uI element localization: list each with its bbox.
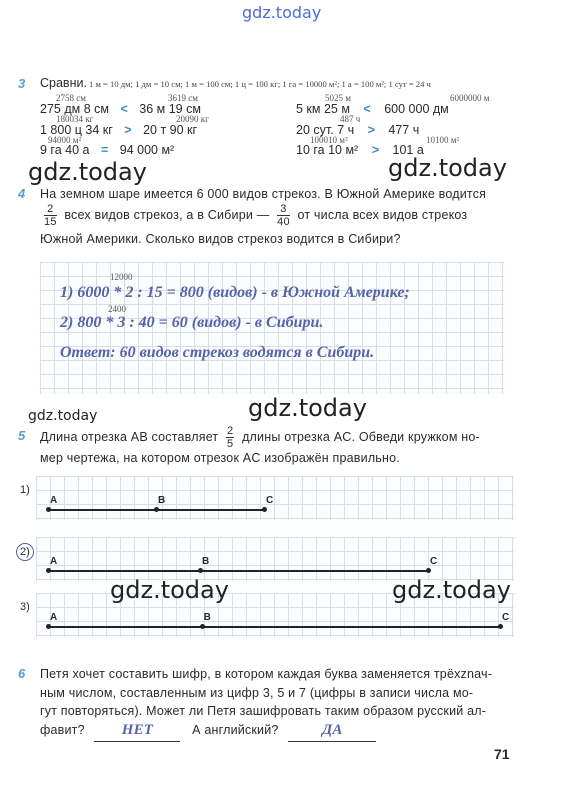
task3-left-note: 2758 см [56,93,86,103]
task4-line1: На земном шаре имеется 6 000 видов стрекоз. В Южной Америке водится [40,187,487,201]
fraction-denominator: 5 [227,438,234,450]
watermark: gdz.today [388,154,507,182]
point-a [46,624,51,629]
fraction-numerator: 2 [227,425,234,437]
answer-line: 1) 6000 * 2 : 15 = 800 (видов) - в Южной Америке; [60,284,410,301]
task3-right-row [296,102,449,116]
task3-right-note: 100010 м² [310,135,348,145]
task3-left-value-b: 94 000 м² [119,143,175,157]
task4-line2-text: всех видов стрекоз, а в Сибири — [64,207,270,222]
task3-left-note: 20090 кг [176,114,209,124]
point-label-a: A [50,556,58,567]
point-label-c: C [430,556,438,567]
compare-sign: > [124,123,132,137]
drawing-number[interactable]: 1) [20,484,30,496]
calc-note: 12000 [110,272,133,282]
task3-right-note: 6000000 м [450,93,490,103]
task3-left-value-a: 275 дм 8 см [40,102,109,116]
task3-left-value-b: 20 т 90 кг [143,123,198,137]
answer-value: НЕТ [121,722,154,738]
compare-sign: < [120,102,128,116]
task3-left-note: 94000 м² [48,135,82,145]
point-a [46,507,51,512]
point-label-b: B [203,612,211,623]
watermark: gdz.today [392,576,511,604]
fraction-denominator: 40 [277,216,290,228]
task4-number: 4 [18,186,26,201]
task4-line2-text: от числа всех видов стрекоз [297,207,468,222]
task3-left-value-b: 36 м 19 см [139,102,201,116]
segment-ac [48,570,428,572]
compare-sign: > [371,143,380,157]
drawing-grid [36,537,514,581]
point-label-c: C [502,612,510,623]
task3-right-note: 5025 м [325,93,351,103]
task4-line3: Южной Америки. Сколько видов стрекоз водится в Сибири? [40,232,401,246]
task6-line: Петя хочет составить шифр, в котором каждая буква заменяется трёхznач- [40,667,493,681]
top-watermark: gdz.today [242,3,322,22]
task3-right-value-a: 10 га 10 м² [296,143,359,157]
drawing-number[interactable]: 2) [16,543,34,561]
point-label-b: B [158,495,166,506]
drawing-number[interactable]: 3) [20,601,30,613]
compare-sign: = [100,143,109,157]
segment-ac [48,626,500,628]
point-c [498,624,503,629]
task3-left-note: 180034 кг [56,114,94,124]
fraction-numerator: 2 [44,203,57,216]
page-number: 71 [494,746,510,762]
answer-field [94,720,180,742]
calc-note: 2400 [108,304,126,314]
task3-right-note: 10100 м² [426,135,460,145]
point-label-c: C [266,495,274,506]
task5-line1-text: Длина отрезка AB составляет [40,429,219,444]
task5-line1-text: длины отрезка AC. Обведи кружком но- [242,429,480,444]
task6-question: А английский? [192,723,279,737]
fraction [44,203,57,228]
task4-line2 [40,203,467,228]
watermark: gdz.today [28,408,98,424]
fraction [226,425,234,450]
answer-value: ДА [321,722,343,738]
task5-line2: мер чертежа, на котором отрезок AC изображён правильно. [40,451,400,465]
point-label-b: B [202,556,210,567]
task3-reference: 1 м = 10 дм; 1 дм = 10 см; 1 м = 100 см; 1 ц = 100 кг; 1 га = 10000 м²; 1 а = 100 м²; 1 сут = 24 ч [89,79,431,89]
task3-right-value-a: 5 км 25 м [296,102,350,116]
task3-title: Сравни. [40,76,87,90]
point-label-a: A [50,495,58,506]
task3-right-value-a: 20 сут. 7 ч [296,123,355,137]
point-b [198,568,203,573]
answer-line: Ответ: 60 видов стрекоз водятся в Сибири. [60,344,375,361]
task3-right-value-b: 101 а [392,143,424,157]
point-c [262,507,267,512]
compare-sign: < [363,102,371,116]
answer-field [288,720,376,742]
task5-number: 5 [18,428,26,443]
task3-left-note: 3619 см [168,93,198,103]
answer-line: 2) 800 * 3 : 40 = 60 (видов) - в Сибири. [60,314,324,331]
task3-left-value-a: 9 га 40 а [40,143,90,157]
task5-line1 [40,425,480,450]
watermark: gdz.today [248,394,367,422]
task6-line [40,720,376,742]
task3-right-value-b: 600 000 дм [384,102,449,116]
point-c [426,568,431,573]
point-b [154,507,159,512]
watermark: gdz.today [110,576,229,604]
watermark: gdz.today [28,158,147,186]
task3-right-value-b: 477 ч [388,123,420,137]
task3-number: 3 [18,76,26,91]
task3-left-row [40,143,174,157]
task6-line: ным числом, составленным из цифр 3, 5 и 7 (цифры в записи числа мо- [40,686,474,700]
point-label-a: A [50,612,58,623]
fraction-denominator: 15 [44,216,57,228]
fraction-numerator: 3 [277,203,290,216]
task6-question: фавит? [40,723,85,737]
task3-right-note: 487 ч [340,114,361,124]
point-a [46,568,51,573]
fraction [277,203,290,228]
point-b [200,624,205,629]
task6-line: гут повторяться). Может ли Петя зашифровать таким образом русский ал- [40,704,487,718]
compare-sign: > [367,123,375,137]
drawing-grid [36,476,514,520]
task6-number: 6 [18,666,26,681]
task3-left-value-a: 1 800 ц 34 кг [40,123,113,137]
